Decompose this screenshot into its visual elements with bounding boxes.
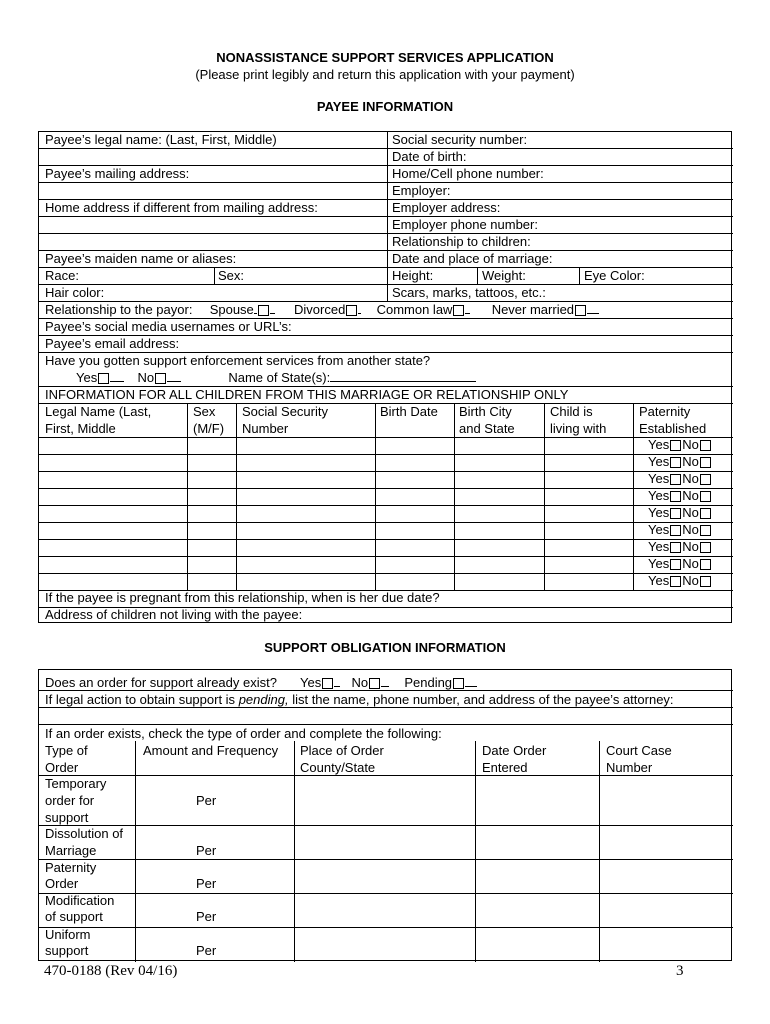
paternity-no-label: No	[682, 522, 699, 537]
paternity-yes-checkbox[interactable]	[670, 559, 681, 570]
payee-scars-label: Scars, marks, tattoos, etc.:	[392, 285, 546, 300]
order-pending-label: Pending	[404, 675, 453, 690]
paternity-row	[648, 556, 712, 572]
paternity-yes-label: Yes	[648, 573, 670, 588]
col-place-order-2: County/State	[300, 760, 376, 775]
paternity-yes-checkbox[interactable]	[670, 576, 681, 587]
paternity-no-checkbox[interactable]	[700, 440, 711, 451]
payee-race-label: Race:	[45, 268, 79, 283]
paternity-yes-checkbox[interactable]	[670, 525, 681, 536]
name-of-states-label: Name of State(s):	[228, 370, 331, 385]
order-type-label: support	[45, 943, 89, 958]
col-living-with-2: living with	[550, 421, 607, 436]
payee-ssn-label: Social security number:	[392, 132, 528, 147]
paternity-no-label: No	[682, 471, 699, 486]
col-amount-frequency: Amount and Frequency	[143, 743, 279, 758]
payee-mailing-address-label: Payee’s mailing address:	[45, 166, 190, 181]
paternity-yes-checkbox[interactable]	[670, 491, 681, 502]
col-ssn-2: Number	[242, 421, 289, 436]
page-title: NONASSISTANCE SUPPORT SERVICES APPLICATION	[216, 50, 554, 65]
paternity-no-label: No	[682, 488, 699, 503]
order-type-label: Marriage	[45, 843, 97, 858]
col-date-order-1: Date Order	[482, 743, 547, 758]
order-type-label: Order	[45, 876, 79, 891]
order-type-label: support	[45, 810, 89, 825]
paternity-yes-checkbox[interactable]	[670, 474, 681, 485]
payee-hair-color-label: Hair color:	[45, 285, 105, 300]
payee-weight-label: Weight:	[482, 268, 526, 283]
order-exists-row	[45, 675, 477, 691]
col-birth-date: Birth Date	[380, 404, 438, 419]
paternity-no-label: No	[682, 505, 699, 520]
payee-legal-name-label: Payee’s legal name: (Last, First, Middle)	[45, 132, 277, 147]
form-number: 470-0188 (Rev 04/16)	[44, 963, 178, 979]
per-label: Per	[196, 793, 217, 808]
order-yes-label: Yes	[299, 675, 322, 690]
paternity-no-label: No	[682, 437, 699, 452]
paternity-yes-checkbox[interactable]	[670, 440, 681, 451]
per-label: Per	[196, 943, 217, 958]
paternity-no-checkbox[interactable]	[700, 457, 711, 468]
col-type-order-2: Order	[45, 760, 79, 775]
paternity-yes-label: Yes	[648, 437, 670, 452]
col-ssn-1: Social Security	[242, 404, 328, 419]
col-birth-city-2: and State	[459, 421, 515, 436]
order-type-label: Uniform	[45, 927, 91, 942]
support-info-box	[38, 669, 732, 961]
col-birth-city-1: Birth City	[459, 404, 512, 419]
paternity-no-checkbox[interactable]	[700, 576, 711, 587]
paternity-row	[648, 454, 712, 470]
common-law-label: Common law	[376, 302, 453, 317]
pregnant-question: If the payee is pregnant from this relationship, when is her due date?	[45, 590, 440, 605]
col-court-case-2: Number	[606, 760, 653, 775]
children-heading: INFORMATION FOR ALL CHILDREN FROM THIS MARRIAGE OR RELATIONSHIP ONLY	[45, 387, 569, 402]
other-state-yes-checkbox[interactable]	[98, 373, 109, 384]
page-subtitle: (Please print legibly and return this application with your payment)	[195, 67, 575, 82]
order-no-label: No	[351, 675, 369, 690]
col-paternity-2: Established	[639, 421, 707, 436]
children-address-label: Address of children not living with the payee:	[45, 607, 303, 622]
paternity-no-label: No	[682, 539, 699, 554]
legal-action-text-3: list the name, phone number, and address of the payee’s attorney:	[288, 692, 674, 707]
col-living-with-1: Child is	[550, 404, 593, 419]
other-state-question: Have you gotten support enforcement services from another state?	[45, 353, 431, 368]
paternity-no-label: No	[682, 454, 699, 469]
order-yes-checkbox[interactable]	[322, 678, 333, 689]
paternity-yes-label: Yes	[648, 522, 670, 537]
payee-employer-phone-label: Employer phone number:	[392, 217, 538, 232]
paternity-no-checkbox[interactable]	[700, 559, 711, 570]
order-type-label: Dissolution of	[45, 826, 124, 841]
paternity-no-label: No	[682, 573, 699, 588]
paternity-no-checkbox[interactable]	[700, 474, 711, 485]
relationship-payor-row	[45, 302, 599, 318]
payee-maiden-name-label: Payee’s maiden name or aliases:	[45, 251, 237, 266]
col-type-order-1: Type of	[45, 743, 88, 758]
col-legal-name-1: Legal Name (Last,	[45, 404, 152, 419]
if-order-exists-instruction: If an order exists, check the type of order and complete the following:	[45, 726, 442, 741]
section-title-support: SUPPORT OBLIGATION INFORMATION	[264, 640, 506, 655]
relationship-payor-label: Relationship to the payor:	[45, 302, 193, 317]
divorced-label: Divorced	[294, 302, 346, 317]
payee-marriage-label: Date and place of marriage:	[392, 251, 553, 266]
payee-employer-label: Employer:	[392, 183, 451, 198]
paternity-no-checkbox[interactable]	[700, 525, 711, 536]
paternity-no-checkbox[interactable]	[700, 508, 711, 519]
paternity-yes-label: Yes	[648, 488, 670, 503]
paternity-yes-checkbox[interactable]	[670, 542, 681, 553]
paternity-row	[648, 522, 712, 538]
paternity-yes-label: Yes	[648, 556, 670, 571]
order-type-label: of support	[45, 909, 103, 924]
payee-sex-label: Sex:	[218, 268, 245, 283]
payee-relationship-children-label: Relationship to children:	[392, 234, 531, 249]
col-sex-1: Sex	[193, 404, 216, 419]
paternity-row	[648, 573, 712, 589]
col-date-order-2: Entered	[482, 760, 528, 775]
legal-action-text-1: If legal action to obtain support is	[45, 692, 239, 707]
paternity-yes-label: Yes	[648, 505, 670, 520]
payee-home-address-label: Home address if different from mailing address:	[45, 200, 318, 215]
col-paternity-1: Paternity	[639, 404, 691, 419]
spouse-label: Spouse	[209, 302, 254, 317]
payee-height-label: Height:	[392, 268, 434, 283]
paternity-no-label: No	[682, 556, 699, 571]
paternity-row	[648, 488, 712, 504]
spouse-checkbox[interactable]	[258, 305, 269, 316]
order-type-label: order for	[45, 793, 95, 808]
other-state-no-label: No	[137, 370, 155, 385]
page-number: 3	[676, 963, 684, 979]
col-sex-2: (M/F)	[193, 421, 225, 436]
payee-eye-color-label: Eye Color:	[584, 268, 645, 283]
social-media-label: Payee’s social media usernames or URL’s:	[45, 319, 292, 334]
per-label: Per	[196, 909, 217, 924]
order-no-checkbox[interactable]	[369, 678, 380, 689]
paternity-no-checkbox[interactable]	[700, 491, 711, 502]
other-state-answer-row	[76, 370, 476, 386]
legal-action-instruction	[45, 692, 674, 708]
never-married-checkbox[interactable]	[575, 305, 586, 316]
never-married-label: Never married	[491, 302, 575, 317]
order-type-label: Paternity	[45, 860, 97, 875]
col-court-case-1: Court Case	[606, 743, 672, 758]
paternity-yes-checkbox[interactable]	[670, 508, 681, 519]
order-pending-checkbox[interactable]	[453, 678, 464, 689]
per-label: Per	[196, 876, 217, 891]
paternity-yes-checkbox[interactable]	[670, 457, 681, 468]
payee-dob-label: Date of birth:	[392, 149, 467, 164]
col-legal-name-2: First, Middle	[45, 421, 116, 436]
paternity-yes-label: Yes	[648, 471, 670, 486]
payee-phone-label: Home/Cell phone number:	[392, 166, 544, 181]
paternity-no-checkbox[interactable]	[700, 542, 711, 553]
paternity-row	[648, 539, 712, 555]
order-type-label: Temporary	[45, 776, 107, 791]
col-place-order-1: Place of Order	[300, 743, 384, 758]
paternity-row	[648, 505, 712, 521]
section-title-payee: PAYEE INFORMATION	[316, 99, 454, 114]
order-type-label: Modification	[45, 893, 115, 908]
email-label: Payee’s email address:	[45, 336, 180, 351]
other-state-no-checkbox[interactable]	[155, 373, 166, 384]
divorced-checkbox[interactable]	[346, 305, 357, 316]
order-exists-question: Does an order for support already exist?	[45, 675, 277, 690]
legal-action-text-2: pending,	[238, 692, 289, 707]
per-label: Per	[196, 843, 217, 858]
paternity-row	[648, 471, 712, 487]
other-state-yes-label: Yes	[76, 370, 98, 385]
paternity-row	[648, 437, 712, 453]
common-law-checkbox[interactable]	[453, 305, 464, 316]
payee-employer-address-label: Employer address:	[392, 200, 501, 215]
paternity-yes-label: Yes	[648, 539, 670, 554]
paternity-yes-label: Yes	[648, 454, 670, 469]
